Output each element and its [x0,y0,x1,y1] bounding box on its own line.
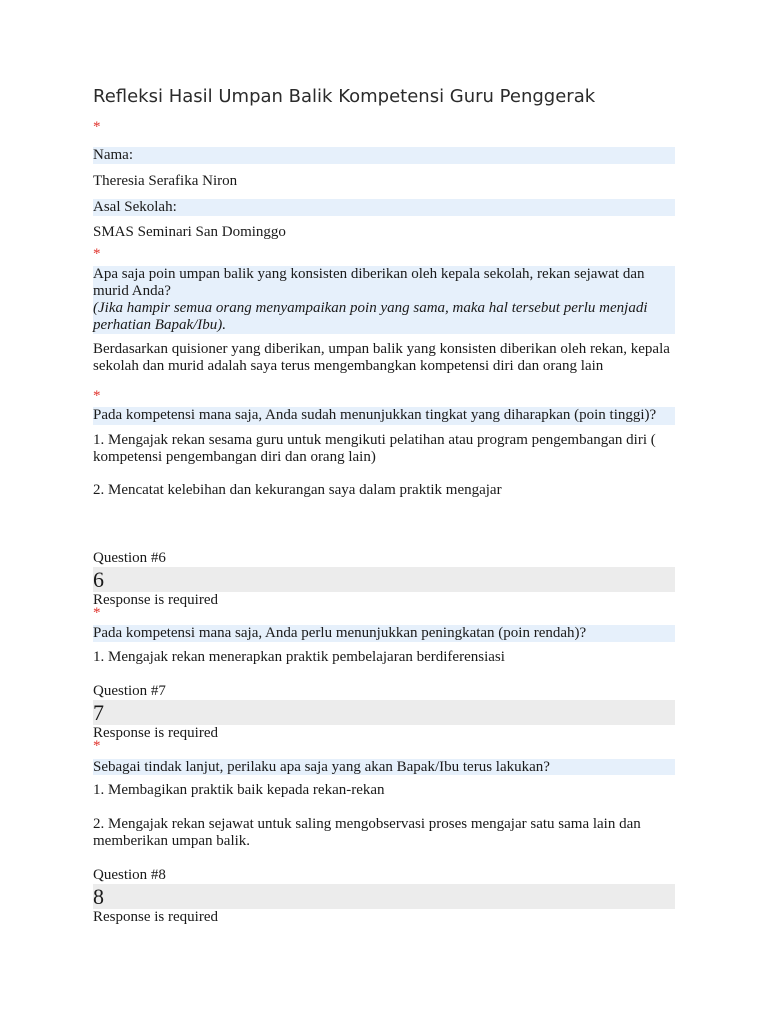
question-5-note: (Jika hampir semua orang menyampaikan poin yang sama, maka hal tersebut perlu menjadi perhatian Bapak/Ibu). [93,300,648,333]
question-7-heading: Question #7 [93,683,166,699]
question-7-required-text: Response is required [93,725,218,741]
question-7-label: Sebagai tindak lanjut, perilaku apa saja yang akan Bapak/Ibu terus lakukan? [93,759,675,775]
required-asterisk: * [93,246,101,262]
question-5-label [93,266,675,334]
form-title: Refleksi Hasil Umpan Balik Kompetensi Guru Penggerak [93,86,596,107]
school-value: SMAS Seminari San Dominggo [93,224,286,240]
question-7-number: 7 [93,700,675,725]
question-8-heading: Question #8 [93,867,166,883]
required-asterisk: * [93,605,101,621]
question-high-answer-1: 1. Mengajak rekan sesama guru untuk mengikuti pelatihan atau program pengembangan diri ( kompetensi pengembangan diri dan orang lain) [93,432,656,465]
question-high-label: Pada kompetensi mana saja, Anda sudah menunjukkan tingkat yang diharapkan (poin tinggi)? [93,407,675,425]
required-asterisk: * [93,119,101,135]
question-7-answer-1: 1. Membagikan praktik baik kepada rekan-rekan [93,782,385,798]
question-6-label: Pada kompetensi mana saja, Anda perlu menunjukkan peningkatan (poin rendah)? [93,625,675,642]
name-value: Theresia Serafika Niron [93,173,238,189]
question-8-number: 8 [93,884,675,909]
question-8-required-text: Response is required [93,909,218,925]
required-asterisk: * [93,388,101,404]
question-6-required-text: Response is required [93,592,218,608]
question-7-answer-2: 2. Mengajak rekan sejawat untuk saling mengobservasi proses mengajar satu sama lain dan memberikan umpan balik. [93,816,641,849]
question-high-answer-2: 2. Mencatat kelebihan dan kekurangan saya dalam praktik mengajar [93,482,502,498]
question-5-answer: Berdasarkan quisioner yang diberikan, umpan balik yang konsisten diberikan oleh rekan, kepala sekolah dan murid adalah saya terus mengembangkan kompetensi diri dan orang lain [93,341,670,374]
question-5-text: Apa saja poin umpan balik yang konsisten diberikan oleh kepala sekolah, rekan sejawat dan murid Anda? [93,266,645,299]
question-6-number: 6 [93,567,675,592]
name-label: Nama: [93,147,675,164]
required-asterisk: * [93,738,101,754]
school-label: Asal Sekolah: [93,199,675,216]
question-6-answer: 1. Mengajak rekan menerapkan praktik pembelajaran berdiferensiasi [93,649,505,665]
question-6-heading: Question #6 [93,550,166,566]
